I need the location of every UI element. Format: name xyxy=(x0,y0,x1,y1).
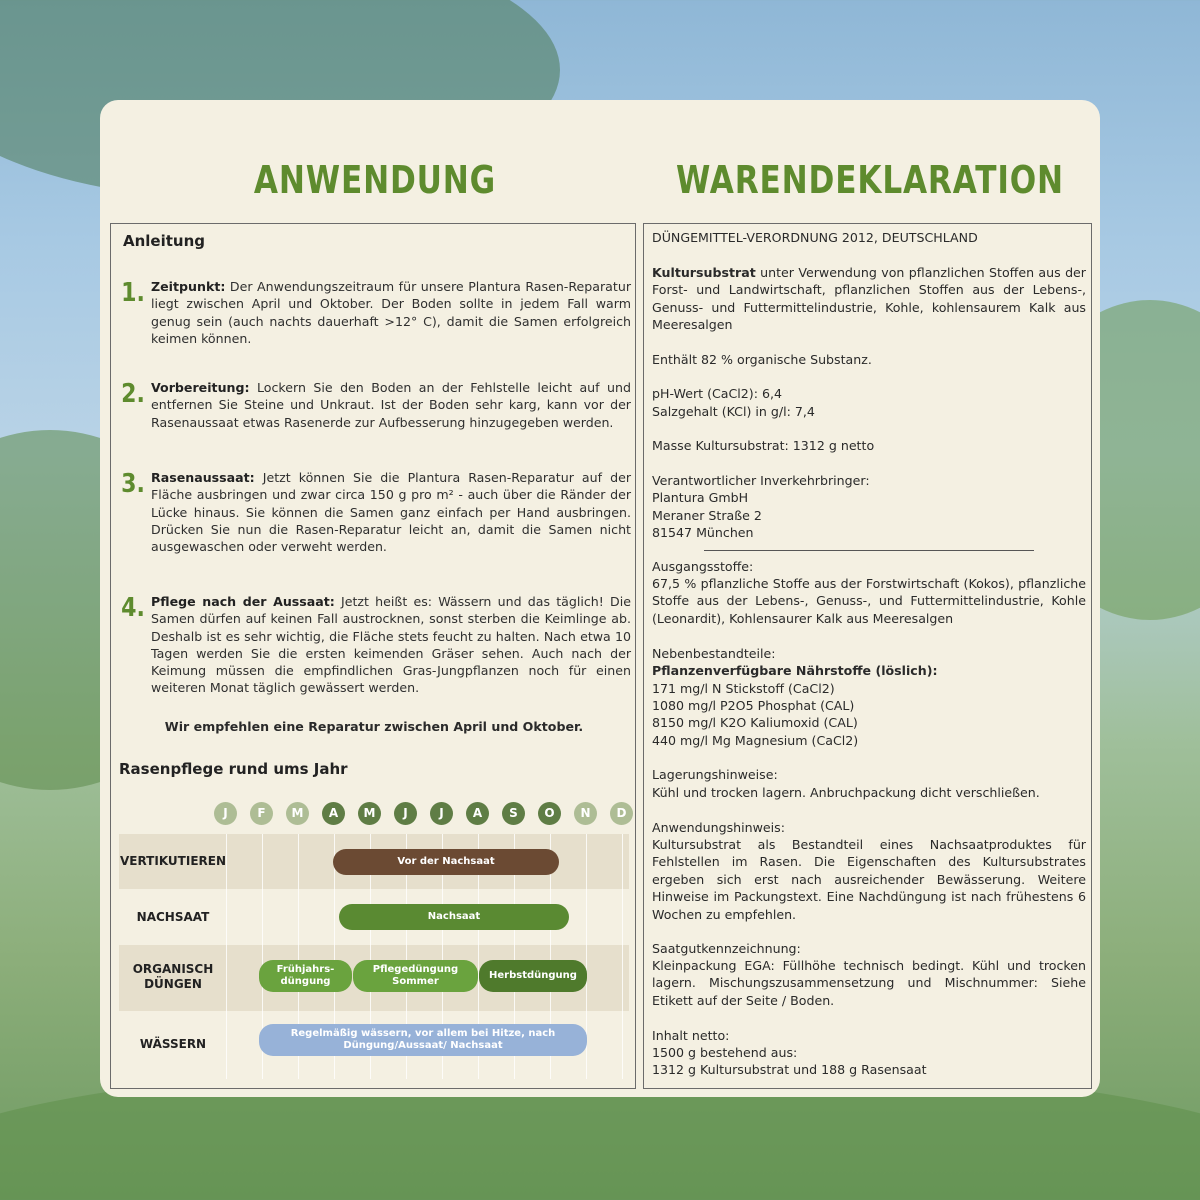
waessern-bar: Regelmäßig wässern, vor allem bei Hitze, nach Düngung/Aussaat/ Nachsaat xyxy=(259,1024,587,1056)
care-calendar xyxy=(119,834,629,1079)
ph-line: pH-Wert (CaCl2): 6,4 xyxy=(652,386,782,401)
salt-line: Salzgehalt (KCl) in g/l: 7,4 xyxy=(652,404,815,419)
city-line: 81547 München xyxy=(652,525,754,540)
step-text xyxy=(151,379,631,431)
pflegeduengung-bar: Pflegedüngung Sommer xyxy=(353,960,478,992)
row-label: WÄSSERN xyxy=(139,1037,207,1051)
nachsaat-bar: Nachsaat xyxy=(339,904,569,930)
row-label: VERTIKUTIEREN xyxy=(120,854,226,868)
step-body: Lockern Sie den Boden an der Fehlstelle leicht auf und entfernen Sie Steine und Unkraut. Ist der Boden sehr karg, kann vor der Rasenaussaat etwas Rasenerde zur Aufbesserung hinzugegeben werden. xyxy=(151,380,631,430)
heading-warendeklaration: WARENDEKLARATION xyxy=(676,158,1064,202)
mass-line: Masse Kultursubstrat: 1312 g netto xyxy=(652,438,875,453)
ausgangsstoffe-text: 67,5 % pflanzliche Stoffe aus der Forstwirtschaft (Kokos), pflanzliche Stoffe aus der Lebens-, Genuss-, und Futtermittelindustrie, Kohle (Leonardit), Kohlensaurer Kalk aus Meeresalgen xyxy=(652,576,1086,626)
organic-line: Enthält 82 % organische Substanz. xyxy=(652,352,872,367)
anwendungshinweis-label: Anwendungshinweis: xyxy=(652,820,785,835)
responsible-label: Verantwortlicher Inverkehrbringer: xyxy=(652,473,870,488)
anwendung-box xyxy=(110,223,636,1089)
month-may: M xyxy=(358,802,381,825)
fruehjahrsduengung-bar: Frühjahrs-düngung xyxy=(259,960,352,992)
month-dec: D xyxy=(610,802,633,825)
step-body: Der Anwendungszeitraum für unsere Plantura Rasen-Reparatur liegt zwischen April und Oktober. Der Boden sollte in jedem Fall warm genug sein (auch nachts dauerhaft >12° C), damit die Samen erfolgreich keimen können. xyxy=(151,279,631,346)
calendar-title: Rasenpflege rund ums Jahr xyxy=(119,760,348,778)
step-label: Rasenaussaat: xyxy=(151,470,255,485)
step-body: Jetzt heißt es: Wässern und das täglich! Die Samen dürfen auf keinen Fall austrocknen, sonst sterben die Keimlinge ab. Deshalb ist es sehr wichtig, die Fläche stets feucht zu halten. Nach etwa 10 Tagen werden Sie die ersten keimenden Gräser sehen. Auch nach der Keimung müssen die empfindlichen Gras-Jungpflanzen noch für einen weiteren Monat täglich gewässert werden. xyxy=(151,594,631,696)
month-aug: A xyxy=(466,802,489,825)
nutrient-line: 171 mg/l N Stickstoff (CaCl2) xyxy=(652,681,835,696)
step-body: Jetzt können Sie die Plantura Rasen-Reparatur auf der Fläche ausbringen und zwar circa 150 g pro m² - auch über die Ränder der Lücke hinaus. Sie können die Samen ganz einfach per Hand ausbringen. Drücken Sie nun die Rasen-Reparatur leicht an, damit die Samen nicht ausgewaschen oder verweht werden. xyxy=(151,470,631,555)
month-oct: O xyxy=(538,802,561,825)
month-jun: J xyxy=(394,802,417,825)
inhalt-line: 1500 g bestehend aus: xyxy=(652,1045,798,1060)
nutrient-line: 440 mg/l Mg Magnesium (CaCl2) xyxy=(652,733,859,748)
lagerung-label: Lagerungshinweise: xyxy=(652,767,778,782)
regulation-line: DÜNGEMITTEL-VERORDNUNG 2012, DEUTSCHLAND xyxy=(652,230,978,245)
month-jan: J xyxy=(214,802,237,825)
nutrient-line: 1080 mg/l P2O5 Phosphat (CAL) xyxy=(652,698,855,713)
company-line: Plantura GmbH xyxy=(652,490,749,505)
step-label: Pflege nach der Aussaat: xyxy=(151,594,335,609)
saatgut-text: Kleinpackung EGA: Füllhöhe technisch bedingt. Kühl und trocken lagern. Mischungszusammensetzung und Mischnummer: Siehe Etikett auf der Seite / Boden. xyxy=(652,958,1086,1008)
herbstduengung-bar: Herbstdüngung xyxy=(479,960,587,992)
naehrstoffe-label-text: Pflanzenverfügbare Nährstoffe (löslich): xyxy=(652,663,938,678)
vertikutieren-bar: Vor der Nachsaat xyxy=(333,849,559,875)
step-number: 2. xyxy=(121,379,145,409)
step-text xyxy=(151,469,631,555)
step-number: 4. xyxy=(121,593,145,623)
month-apr: A xyxy=(322,802,345,825)
anleitung-title: Anleitung xyxy=(123,232,206,250)
ausgangsstoffe-label: Ausgangsstoffe: xyxy=(652,559,754,574)
step-text xyxy=(151,593,631,697)
month-nov: N xyxy=(574,802,597,825)
inhalt-label: Inhalt netto: xyxy=(652,1028,730,1043)
kultursubstrat-text: unter Verwendung von pflanzlichen Stoffen aus der Forst- und Landwirtschaft, pflanzlichen Stoffen aus der Lebens-, Genuss- und Futtermittelindustrie, Kohle, kohlensaurem Kalk aus Meeresalgen xyxy=(652,265,1086,333)
lagerung-text: Kühl und trocken lagern. Anbruchpackung dicht verschließen. xyxy=(652,785,1040,800)
warendeklaration-box xyxy=(643,223,1092,1089)
step-label: Vorbereitung: xyxy=(151,380,250,395)
naehrstoffe-label xyxy=(652,662,1086,679)
saatgut-label: Saatgutkennzeichnung: xyxy=(652,941,801,956)
step-label: Zeitpunkt: xyxy=(151,279,226,294)
grid-line xyxy=(226,834,227,1079)
heading-anwendung: ANWENDUNG xyxy=(253,158,497,202)
kultursubstrat-paragraph xyxy=(652,264,1086,334)
month-mar: M xyxy=(286,802,309,825)
step-number: 1. xyxy=(121,278,145,308)
street-line: Meraner Straße 2 xyxy=(652,508,762,523)
month-sep: S xyxy=(502,802,525,825)
nebenbestandteile-label: Nebenbestandteile: xyxy=(652,646,776,661)
step-text xyxy=(151,278,631,347)
anwendungshinweis-text: Kultursubstrat als Bestandteil eines Nachsaatproduktes für Fehlstellen im Rasen. Die Eigenschaften des Kultursubstrates ergeben sich erst nach ausreichender Bewässerung. Weitere Hinweise im Packungstext. Eine Nachdüngung ist nach frühestens 6 Wochen zu empfehlen. xyxy=(652,837,1086,922)
kultursubstrat-label: Kultursubstrat xyxy=(652,265,756,280)
inhalt-line: 1312 g Kultursubstrat und 188 g Rasensaat xyxy=(652,1062,927,1077)
info-card xyxy=(100,100,1100,1097)
grid-line xyxy=(622,834,623,1079)
section-divider xyxy=(704,550,1034,551)
nutrient-line: 8150 mg/l K2O Kaliumoxid (CAL) xyxy=(652,715,858,730)
month-feb: F xyxy=(250,802,273,825)
recommendation-text: Wir empfehlen eine Reparatur zwischen April und Oktober. xyxy=(164,719,584,734)
row-label: NACHSAAT xyxy=(136,910,210,924)
row-label: ORGANISCH DÜNGEN xyxy=(132,962,214,991)
step-number: 3. xyxy=(121,469,145,499)
month-jul: J xyxy=(430,802,453,825)
